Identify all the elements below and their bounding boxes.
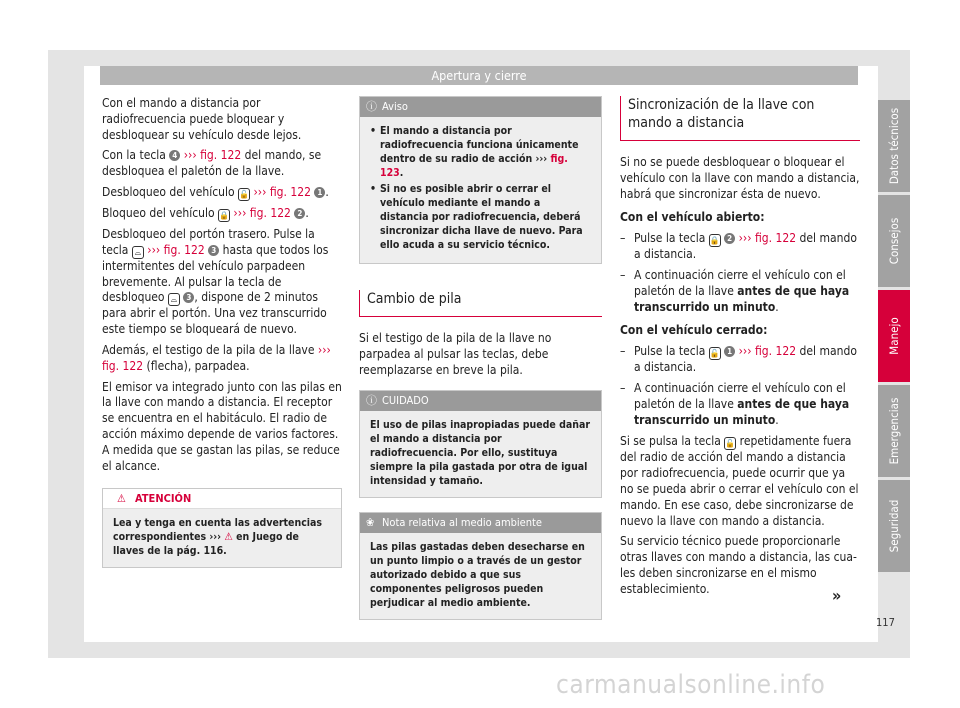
section-title: Sincronización de la llave con mando a distancia: [620, 96, 860, 141]
page-number: 117: [876, 616, 895, 629]
paragraph: El emisor va integrado junto con las pilas en la llave con mando a distancia. El receptor se encuentra en el habitáculo. El radio de acción máximo depende de varios factores. A medida que se gastan las pilas, se reduce el alcance.: [102, 379, 342, 473]
paragraph: Con el mando a distancia por radiofrecuencia puede bloquear y desbloquear su vehículo desde lejos.: [102, 96, 302, 142]
unlock-key-icon: 🔓: [239, 189, 250, 199]
warning-triangle-icon: ⚠: [117, 492, 126, 506]
paragraph: Si se pulsa la tecla 🔓 repetidamente fuera del radio de acción del mando a distancia por radiofrecuencia, puede ocurrir que ya no se pueda abrir o cerrar el vehículo con el mando. En ese caso, debe sincronizarse de nuevo la llave con mando a distancia.: [620, 434, 859, 528]
callout-badge: 2: [294, 208, 305, 219]
callout-badge: 3: [208, 245, 219, 256]
subheading: Con el vehículo abierto:: [620, 210, 765, 225]
lock-key-icon: 🔒: [219, 210, 229, 220]
tab-manejo[interactable]: Manejo: [878, 290, 910, 382]
tab-emergencias[interactable]: Emergencias: [878, 385, 910, 477]
list-item: – Pulse la tecla 🔓 1 ››› fig. 122 del mando a distancia.: [620, 344, 860, 376]
unlock-key-icon: 🔓: [709, 349, 720, 359]
column-left: [102, 96, 342, 580]
tailgate-key-icon: ⌓: [132, 246, 144, 259]
caution-icon: ⓘ: [366, 394, 377, 408]
paragraph: Además, el testigo de la pila de la llave ››› fig. 122 (flecha), parpadea.: [102, 342, 331, 373]
tab-datos-tecnicos[interactable]: Datos técnicos: [878, 100, 910, 192]
unlock-key-icon: 🔓: [725, 439, 736, 449]
caution-body: El uso de pilas inapropiadas puede dañar el mando a distancia por radiofrecuencia. Por ello, sustituya siempre la pila gastada por otra de igual intensidad y tamaño.: [360, 411, 601, 497]
paragraph: Bloqueo del vehículo 🔒 ››› fig. 122 2 .: [102, 205, 309, 220]
list-item: • El mando a distancia por radiofrecuencia funciona únicamente dentro de su radio de acción ››› fig. 123.: [370, 124, 591, 180]
figure-link[interactable]: ››› fig. 122: [250, 184, 311, 199]
info-icon: ⓘ: [366, 100, 377, 113]
figure-link[interactable]: ››› fig. 122: [102, 342, 331, 373]
aviso-header: ⓘ Aviso: [360, 97, 601, 117]
warning-header: ⚠ ATENCIÓN: [103, 489, 341, 509]
aviso-box: [359, 96, 602, 264]
warning-box: [102, 488, 342, 568]
callout-badge: 4: [169, 150, 180, 161]
figure-link[interactable]: fig. 123: [380, 153, 568, 179]
page-header: Apertura y cierre: [100, 66, 858, 85]
environment-box: [359, 512, 602, 620]
figure-link[interactable]: ››› fig. 122: [143, 242, 205, 257]
chapter-tabs: [878, 100, 910, 575]
subheading: Con el vehículo cerrado:: [620, 323, 768, 338]
list-item: – A continuación cierre el vehículo con el paletón de la llave antes de que haya transcurrido un minuto.: [620, 381, 860, 428]
callout-badge: 3: [183, 292, 194, 303]
figure-link[interactable]: ››› fig. 122: [180, 148, 242, 163]
column-middle: [359, 96, 602, 632]
callout-badge: 1: [314, 187, 325, 198]
caution-header: ⓘ CUIDADO: [360, 391, 601, 411]
list-item: – Pulse la tecla 🔒 2 ››› fig. 122 del mando a distancia.: [620, 231, 860, 263]
environment-header: ❀ Nota relativa al medio ambiente: [360, 513, 601, 533]
paragraph: Desbloqueo del portón trasero. Pulse la tecla ⌓ ››› fig. 122 3 hasta que todos los intermitentes del vehículo parpadeen brevemente. Al pulsar la tecla de desbloqueo ⌓ 3 , dispone de 2 minutos para abrir el portón. Una vez transcurrido este tiempo se bloqueará de nuevo.: [102, 226, 329, 337]
warning-triangle-icon: ⚠: [224, 531, 233, 544]
continue-arrow-icon: »: [832, 586, 842, 605]
lock-key-icon: 🔒: [709, 236, 720, 246]
column-right: [620, 96, 860, 603]
callout-badge: 2: [724, 233, 735, 244]
section-title: Cambio de pila: [359, 290, 602, 317]
warning-body: Lea y tenga en cuenta las advertencias correspondientes ››› ⚠ en Juego de llaves de la pág. 116.: [103, 509, 341, 567]
paragraph: Su servicio técnico puede proporcionarle otras llaves con mando a distancia, las cuales deben sincronizarse en el mismo establecimiento.: [620, 534, 857, 596]
figure-link[interactable]: ››› fig. 122: [735, 231, 797, 246]
tailgate-key-icon: ⌓: [168, 293, 180, 306]
callout-badge: 1: [724, 346, 735, 357]
tab-seguridad[interactable]: Seguridad: [878, 480, 910, 572]
tab-consejos[interactable]: Consejos: [878, 195, 910, 287]
paragraph: Si no se puede desbloquear o bloquear el vehículo con la llave con mando a distancia, habrá que sincronizar ésta de nuevo.: [620, 155, 860, 201]
paragraph: Con la tecla 4 ››› fig. 122 del mando, se desbloquea el paletón de la llave.: [102, 148, 322, 179]
list-item: • Si no es posible abrir o cerrar el vehículo mediante el mando a distancia por radiofrecuencia, deberá sincronizar dicha llave de nuevo. Para ello acuda a su servicio técnico.: [370, 182, 591, 252]
figure-link[interactable]: ››› fig. 122: [735, 344, 797, 359]
figure-link[interactable]: ››› fig. 122: [230, 205, 291, 220]
paragraph: Desbloqueo del vehículo 🔓 ››› fig. 122 1 .: [102, 184, 329, 199]
list-item: – A continuación cierre el vehículo con el paletón de la llave antes de que haya transcurrido un minuto.: [620, 268, 860, 315]
environment-body: Las pilas gastadas deben desecharse en un punto limpio o a través de un gestor autorizado debido a que sus componentes peligrosos pueden perjudicar al medio ambiente.: [360, 533, 601, 619]
watermark: carmanualsonline.info: [556, 670, 826, 700]
aviso-body: [360, 117, 601, 263]
caution-box: [359, 390, 602, 498]
paragraph: Si el testigo de la pila de la llave no parpadea al pulsar las teclas, debe reemplazarse en breve la pila.: [359, 331, 552, 377]
environment-icon: ❀: [366, 516, 375, 530]
